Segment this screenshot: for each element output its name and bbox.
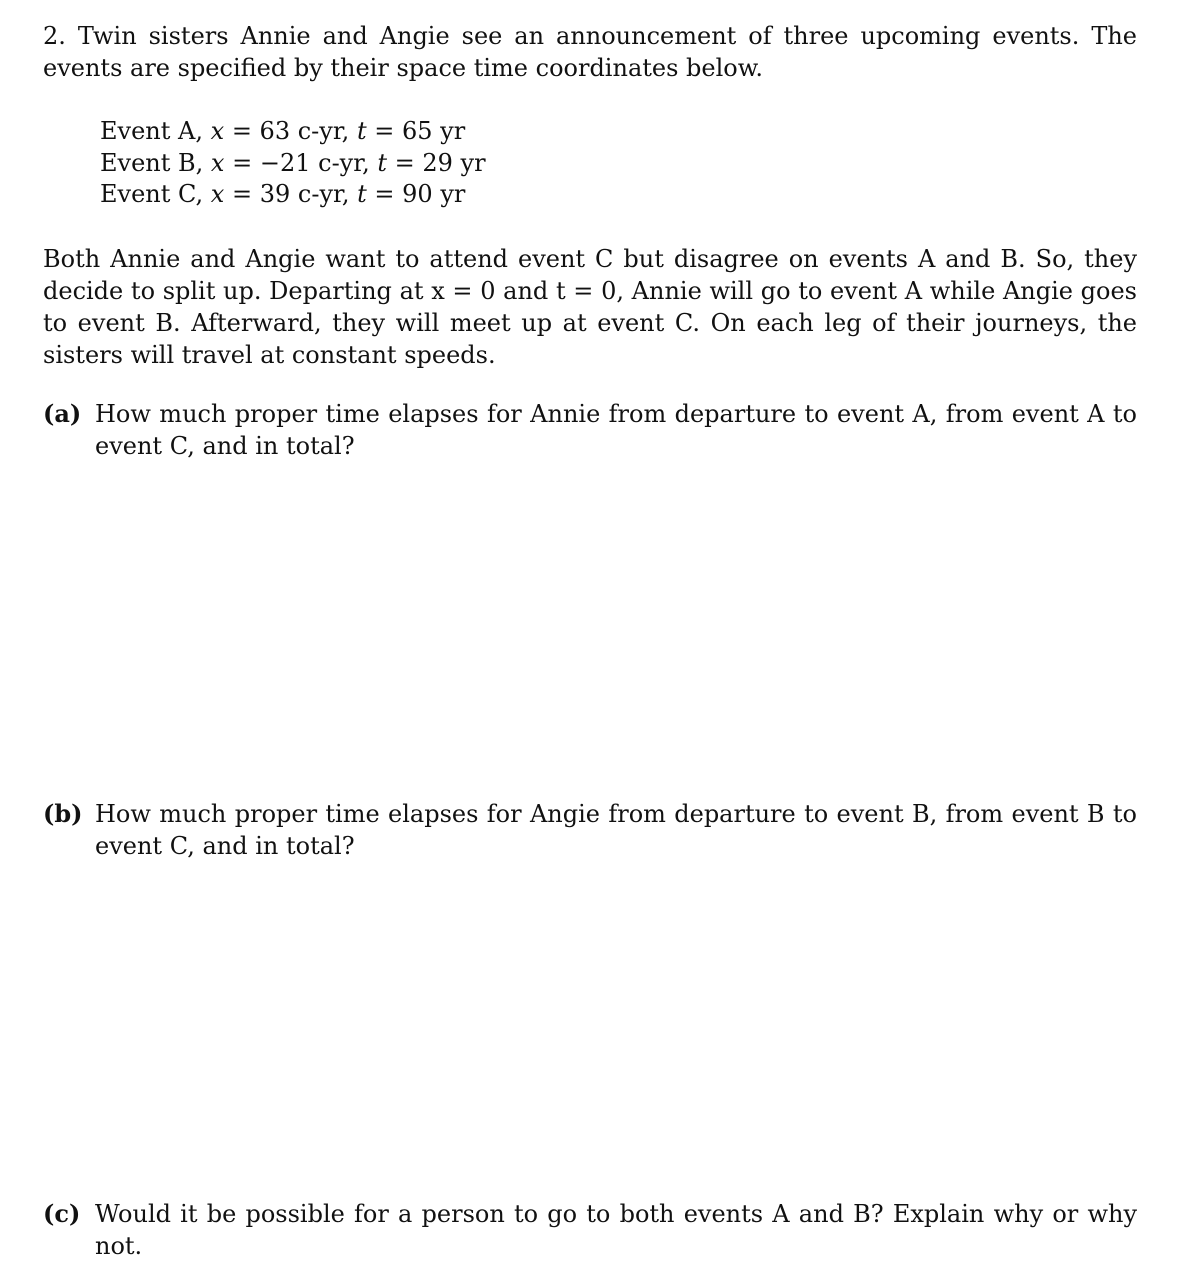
- event-a-x-value: = 63 c-yr,: [231, 117, 350, 145]
- problem-paragraph-text: Both Annie and Angie want to attend event C but disagree on events A and B. So, they decide to split up. Departing at x = 0 and t = 0, Annie will go to event A while Angie goes to event B. Afterward, they will meet up at event C. On each leg of their journeys, the sisters will travel at constant speeds.: [43, 245, 1137, 369]
- event-b-x-var: x: [210, 148, 225, 177]
- question-b-label: (b): [43, 799, 83, 828]
- question-b: [43, 798, 1137, 862]
- event-a-line: [100, 116, 800, 148]
- event-list: [100, 116, 800, 211]
- question-a-label: (a): [43, 399, 82, 428]
- question-a: [43, 398, 1137, 462]
- event-b-t-value: = 29 yr: [394, 148, 486, 177]
- event-b-label: Event B,: [100, 148, 204, 177]
- event-b-t-var: t: [377, 148, 387, 177]
- question-c-label: (c): [43, 1199, 81, 1228]
- problem-paragraph: [43, 243, 1137, 371]
- event-b-line: [100, 148, 800, 180]
- event-a-label: Event A,: [100, 117, 203, 145]
- event-c-line: [100, 179, 800, 211]
- event-c-x-value: = 39 c-yr,: [231, 180, 350, 208]
- event-c-t-value: = 90 yr: [374, 180, 466, 208]
- question-c: [43, 1198, 1137, 1262]
- event-c-x-var: x: [210, 180, 225, 208]
- event-c-label: Event C,: [100, 180, 204, 208]
- question-b-text: How much proper time elapses for Angie from departure to event B, from event B to event C, and in total?: [95, 800, 1137, 860]
- event-b-x-value: = −21 c-yr,: [232, 148, 370, 177]
- event-a-t-value: = 65 yr: [374, 117, 466, 145]
- event-a-t-var: t: [356, 117, 367, 145]
- event-a-x-var: x: [210, 117, 225, 145]
- question-c-text: Would it be possible for a person to go to both events A and B? Explain why or why not.: [95, 1200, 1137, 1260]
- problem-intro-text: 2. Twin sisters Annie and Angie see an announcement of three upcoming events. The events are specified by their space time coordinates below.: [43, 22, 1137, 82]
- problem-intro: [43, 20, 1137, 84]
- event-c-t-var: t: [357, 180, 367, 208]
- question-a-text: How much proper time elapses for Annie from departure to event A, from event A to event C, and in total?: [95, 400, 1137, 460]
